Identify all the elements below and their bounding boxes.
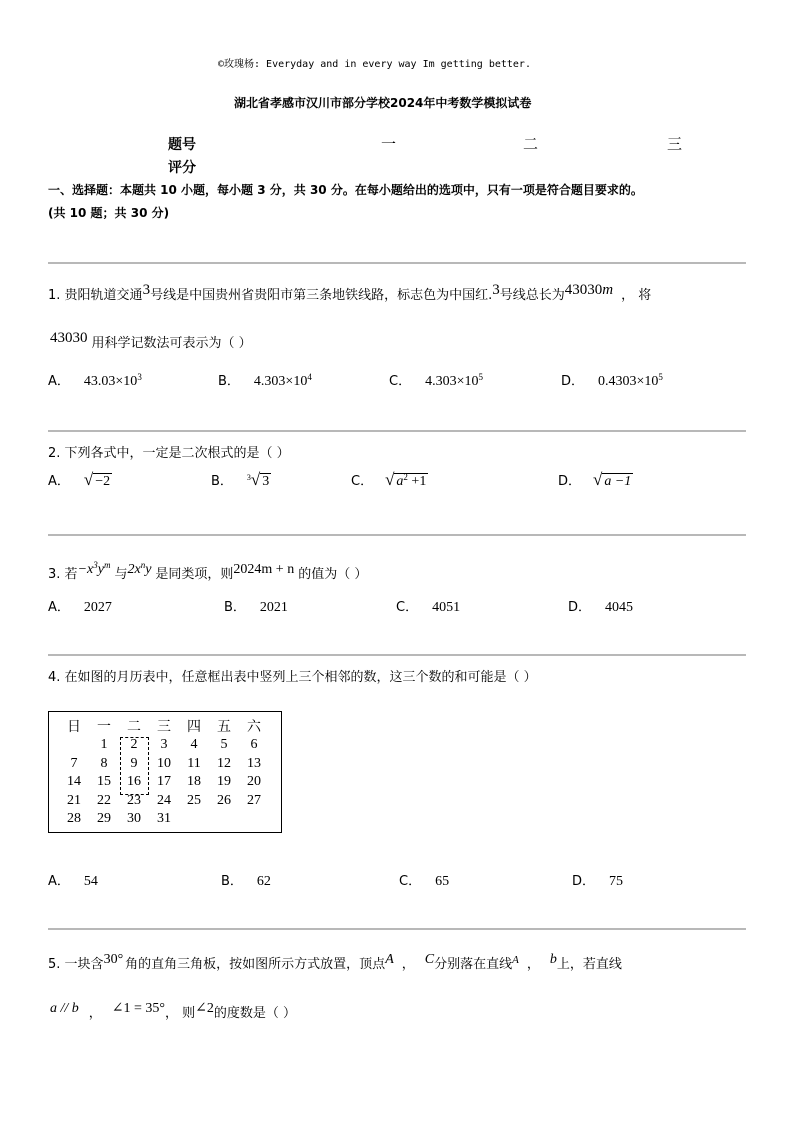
option-label: A． [48, 874, 70, 889]
calendar-cell: 24 [157, 792, 171, 808]
calendar-cell: 11 [187, 755, 201, 771]
question-number: 3. [48, 567, 61, 582]
calendar-cell: 17 [157, 774, 171, 790]
question-text: ， [88, 1006, 102, 1021]
calendar-cell: 2 [130, 737, 138, 753]
math-number: 43030 [564, 282, 603, 298]
option-label: D． [558, 474, 582, 489]
question-text: ， [401, 957, 415, 972]
math-number: 3 [142, 282, 151, 298]
question-text: 贵阳轨道交通 [64, 288, 143, 303]
question-3-text [48, 562, 367, 582]
section-subheading: (共 10 题；共 30 分) [48, 206, 170, 220]
calendar-cell: 28 [67, 811, 81, 827]
math-angle: ∠1 = 35° [111, 1001, 166, 1016]
option-exponent: 5 [658, 372, 663, 382]
question-text: 若 [64, 567, 78, 582]
calendar-cell: 20 [247, 774, 261, 790]
question-text: ， 将 [621, 288, 652, 303]
calendar-cell: 25 [187, 792, 201, 808]
math-expression [127, 562, 151, 577]
option-b[interactable] [218, 370, 312, 390]
option-label: C． [389, 374, 412, 389]
math-angle: ∠2 [195, 1001, 214, 1016]
option-a[interactable] [48, 370, 142, 390]
question-text: 在如图的月历表中，任意框出表中竖列上三个相邻的数，这三个数的和可能是（ ） [64, 670, 537, 685]
calendar-cell: 9 [130, 755, 138, 771]
calendar-cell: 22 [97, 792, 111, 808]
calendar-cell: 27 [247, 792, 261, 808]
math-line: b [549, 952, 557, 967]
question-text: 号线总长为 [499, 288, 565, 303]
option-a[interactable] [48, 870, 98, 890]
question-5-line-1 [48, 952, 622, 972]
option-label: B． [211, 474, 233, 489]
question-text: 的值为（ ） [298, 567, 368, 582]
divider [48, 928, 746, 930]
option-label: D． [561, 374, 585, 389]
option-label: C． [396, 600, 419, 615]
option-value: 54 [83, 874, 98, 889]
option-b[interactable] [211, 470, 271, 490]
math-number: 3 [492, 282, 500, 298]
option-d[interactable] [568, 596, 633, 616]
question-text: ， [526, 957, 540, 972]
calendar-selection-box [120, 737, 149, 795]
option-label: C． [351, 474, 374, 489]
option-label: A． [48, 374, 70, 389]
option-label: A． [48, 474, 70, 489]
calendar-header-cell: 六 [247, 720, 261, 735]
calendar-cell: 26 [217, 792, 231, 808]
option-label: B． [218, 374, 240, 389]
math-line: A [512, 954, 519, 966]
question-text: 号线是中国贵州省贵阳市第三条地铁线路，标志色为中国红. [150, 288, 493, 303]
calendar-cell: 13 [247, 755, 261, 771]
calendar-cell: 5 [220, 737, 228, 753]
radicand [394, 473, 428, 489]
calendar-cell: 19 [217, 774, 231, 790]
option-a[interactable] [48, 596, 112, 616]
option-a[interactable] [48, 470, 112, 490]
calendar-cell: 16 [127, 774, 141, 790]
option-base: 4.303×10 [425, 374, 479, 389]
question-number: 4. [48, 670, 61, 685]
math-unit: m [602, 282, 614, 298]
math-exponent: m [103, 560, 111, 570]
calendar-row [59, 810, 269, 829]
option-d[interactable] [572, 870, 623, 890]
calendar-cell: 10 [157, 755, 171, 771]
calendar-row [59, 755, 269, 774]
option-b[interactable] [224, 596, 288, 616]
calendar-cell: 4 [190, 737, 198, 753]
calendar-header-cell: 日 [67, 720, 81, 735]
option-base: 0.4303×10 [598, 374, 659, 389]
calendar-header-cell: 四 [187, 720, 201, 735]
question-1-line-2 [50, 330, 252, 351]
option-c[interactable] [351, 470, 428, 490]
question-1-line-1 [48, 282, 651, 303]
watermark: ©玫瑰杨: Everyday and in every way Im getting better. [218, 59, 531, 70]
score-table-header-label: 题号 [168, 137, 196, 153]
option-label: A． [48, 600, 70, 615]
radical: √ −2 [83, 470, 111, 489]
option-label: B． [221, 874, 243, 889]
calendar-cell: 7 [70, 755, 78, 771]
calendar-cell: 12 [217, 755, 231, 771]
calendar-cell: 30 [127, 811, 141, 827]
question-text: 一块含 [64, 957, 104, 972]
option-base: 4.303×10 [253, 374, 308, 389]
option-value [254, 374, 312, 389]
option-exponent: 3 [137, 372, 142, 382]
math-expression: 2024m + n [233, 562, 295, 577]
math-exponent: n [140, 560, 146, 570]
option-value: 4045 [605, 600, 634, 615]
calendar-cell: 8 [100, 755, 108, 771]
option-c[interactable] [399, 870, 449, 890]
divider [48, 262, 746, 264]
math-part: y [97, 562, 104, 577]
option-value [598, 374, 663, 389]
calendar-cell [59, 736, 89, 755]
question-text: ， 则 [165, 1006, 196, 1021]
radicand-exponent: 2 [403, 472, 408, 482]
question-number: 1. [48, 288, 61, 303]
radicand-rest: +1 [407, 474, 427, 489]
score-table-col-3: 三 [667, 135, 683, 153]
option-value: 75 [609, 874, 624, 889]
calendar-header-cell: 五 [217, 720, 231, 735]
calendar-cell: 3 [160, 737, 168, 753]
question-text: 与 [114, 567, 128, 582]
option-d[interactable] [558, 470, 633, 490]
question-5-line-2 [50, 1000, 296, 1021]
score-table-col-1: 一 [381, 135, 397, 153]
question-4-text [48, 666, 537, 685]
calendar-cell: 14 [67, 774, 81, 790]
radicand: a −1 [604, 474, 632, 489]
calendar-header-cell: 一 [97, 720, 111, 735]
math-part: 2x [127, 562, 141, 577]
calendar-row [59, 773, 269, 792]
question-text: 的度数是（ ） [213, 1006, 297, 1021]
calendar-table [59, 716, 269, 829]
page-title: 湖北省孝感市汉川市部分学校2024年中考数学模拟试卷 [234, 96, 532, 110]
calendar-figure [48, 711, 282, 833]
calendar-header-cell: 二 [127, 720, 141, 735]
radical: √ a −1 [593, 470, 632, 489]
calendar-row [59, 736, 269, 755]
calendar-cell: 29 [97, 811, 111, 827]
calendar-cell [209, 810, 239, 829]
math-part: y [145, 562, 152, 577]
option-value: 2027 [83, 600, 112, 615]
math-expression [78, 562, 111, 577]
calendar-cell: 15 [97, 774, 111, 790]
question-text: 用科学记数法可表示为（ ） [91, 336, 252, 351]
math-point: A [385, 952, 394, 967]
radical-index: 3 [246, 473, 251, 482]
radical: √ $a^2 +1$ [385, 470, 427, 489]
option-label: D． [572, 874, 596, 889]
score-table-col-2: 二 [523, 135, 539, 153]
calendar-cell [239, 810, 269, 829]
option-label: C． [399, 874, 422, 889]
math-part: −x [77, 562, 94, 577]
option-label: B． [224, 600, 246, 615]
question-text: 分别落在直线 [434, 957, 513, 972]
option-value: 65 [435, 874, 450, 889]
score-table-row-label: 评分 [168, 160, 196, 176]
divider [48, 534, 746, 536]
question-text: 下列各式中，一定是二次根式的是（ ） [64, 446, 290, 461]
section-heading: 一、选择题：本题共 10 小题，每小题 3 分，共 30 分。在每小题给出的选项中，只有一项是符合题目要求的。 [48, 183, 643, 197]
option-b[interactable] [221, 870, 271, 890]
calendar-header-cell: 三 [157, 720, 171, 735]
radicand: −2 [95, 474, 111, 489]
math-angle: 30° [103, 952, 124, 967]
question-text: 是同类项，则 [155, 567, 234, 582]
math-number: 43030 [50, 330, 88, 346]
option-label: D． [568, 600, 592, 615]
calendar-cell: 18 [187, 774, 201, 790]
calendar-header-row [59, 716, 269, 736]
question-text: 角的直角三角板，按如图所示方式放置，顶点 [125, 957, 386, 972]
calendar-cell: 1 [100, 737, 108, 753]
option-value: 2021 [259, 600, 288, 615]
option-base: 43.03×10 [83, 374, 138, 389]
question-text: 上，若直线 [556, 957, 622, 972]
math-point: C [424, 952, 435, 967]
radicand-base: a [396, 474, 404, 489]
option-value [425, 374, 483, 389]
calendar-cell: 6 [250, 737, 258, 753]
question-number: 5. [48, 957, 61, 972]
option-d[interactable] [561, 370, 663, 390]
question-2-text [48, 442, 290, 461]
radical: $^3$√ 3 [246, 470, 270, 489]
option-value: 4051 [432, 600, 461, 615]
option-c[interactable] [389, 370, 483, 390]
calendar-cell: 21 [67, 792, 81, 808]
option-value [84, 374, 142, 389]
option-c[interactable] [396, 596, 460, 616]
divider [48, 654, 746, 656]
question-number: 2. [48, 446, 61, 461]
option-exponent: 5 [478, 372, 483, 382]
calendar-cell [179, 810, 209, 829]
option-value: 62 [256, 874, 271, 889]
option-exponent: 4 [307, 372, 312, 382]
calendar-cell: 31 [157, 811, 171, 827]
math-parallel: a // b [50, 1001, 79, 1016]
calendar-row [59, 792, 269, 811]
radicand: 3 [262, 474, 270, 489]
math-exponent: 3 [93, 560, 98, 570]
calendar-cell: 23 [127, 792, 141, 808]
divider [48, 430, 746, 432]
